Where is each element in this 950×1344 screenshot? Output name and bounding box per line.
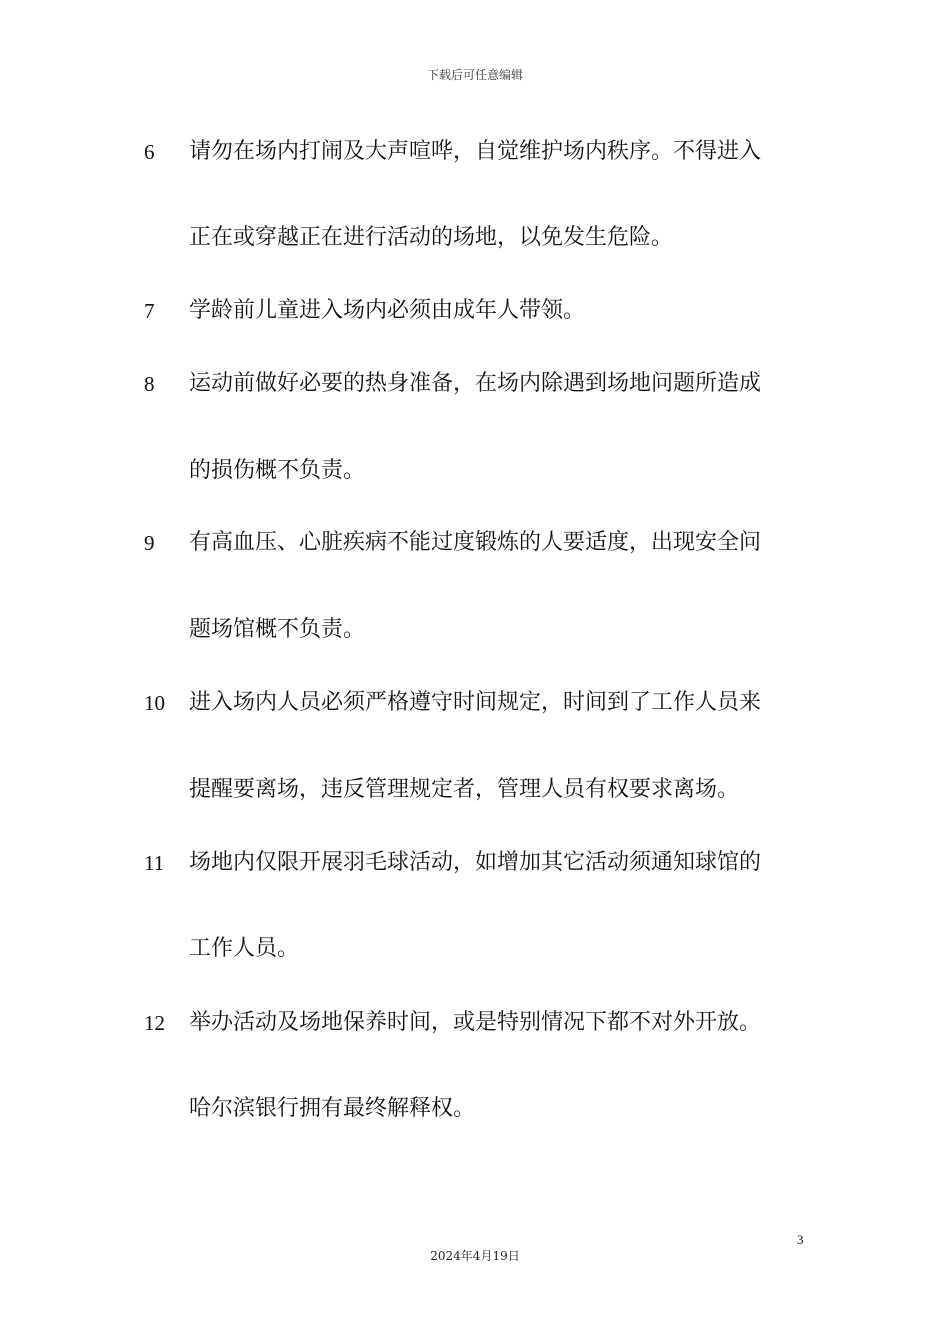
item-12-line-2: 哈尔滨银行拥有最终解释权。 [189,1096,476,1121]
item-10-line-1: 进入场内人员必须严格遵守时间规定，时间到了工作人员来 [189,690,762,715]
item-12-line-1: 举办活动及场地保养时间，或是特别情况下都不对外开放。 [189,1010,762,1035]
item-10-line-2: 提醒要离场，违反管理规定者，管理人员有权要求离场。 [189,777,740,802]
item-8-line-2: 的损伤概不负责。 [189,458,366,483]
item-11-line-2: 工作人员。 [189,936,300,961]
item-6-line-2: 正在或穿越正在进行活动的场地，以免发生危险。 [189,225,674,250]
item-9-line-1: 有高血压、心脏疾病不能过度锻炼的人要适度，出现安全问 [189,530,762,555]
page-header: 下载后可任意编辑 [426,68,523,82]
page-number: 3 [797,1232,804,1247]
item-number-12: 12 [144,1011,165,1035]
item-7-line-1: 学龄前儿童进入场内必须由成年人带领。 [189,298,586,323]
item-number-6: 6 [144,140,155,164]
item-number-9: 9 [144,531,155,555]
item-number-8: 8 [144,372,155,396]
item-number-10: 10 [144,691,165,715]
item-11-line-1: 场地内仅限开展羽毛球活动，如增加其它活动须通知球馆的 [189,850,762,875]
item-8-line-1: 运动前做好必要的热身准备，在场内除遇到场地问题所造成 [189,371,762,396]
item-6-line-1: 请勿在场内打闹及大声喧哗，自觉维护场内秩序。不得进入 [189,139,762,164]
item-number-11: 11 [144,851,165,875]
item-number-7: 7 [144,299,155,323]
item-9-line-2: 题场馆概不负责。 [189,617,366,642]
footer-date: 2024年4月19日 [430,1249,520,1263]
